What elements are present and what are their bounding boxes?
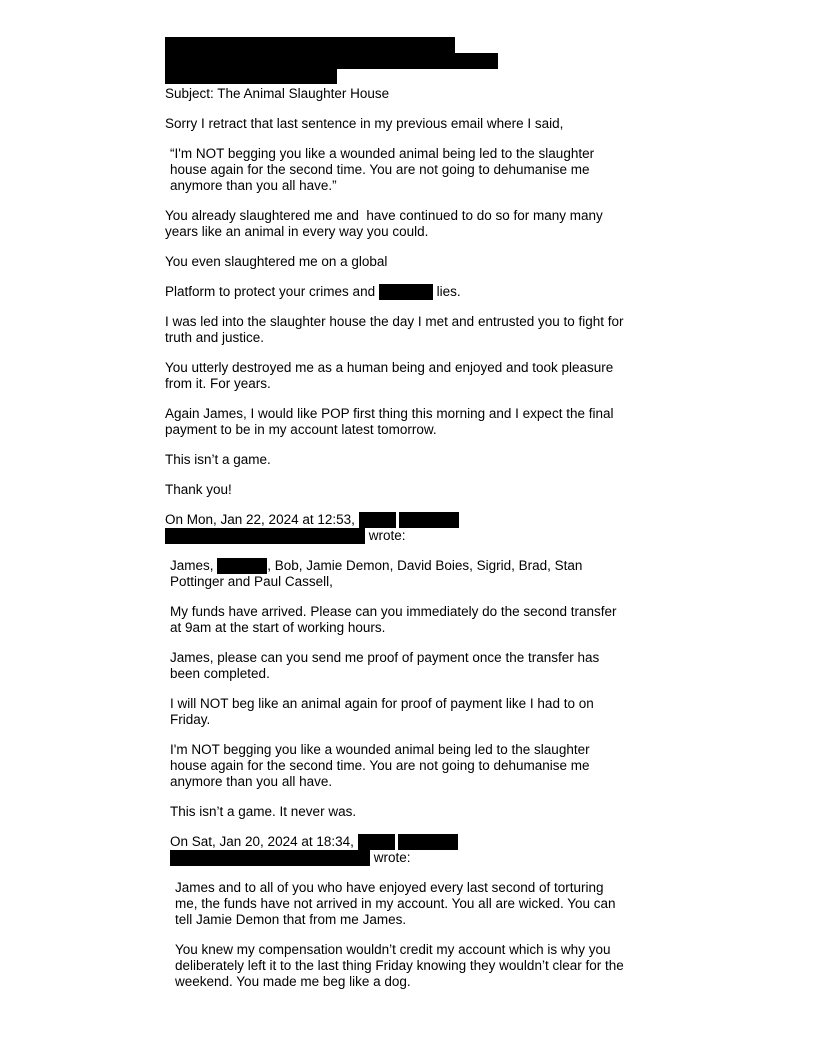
quoted1-p1-line-2: at 9am at the start of working hours. [170, 620, 386, 635]
redacted-sender2-first [358, 834, 395, 850]
body-paragraph-7-line-2: payment to be in my account latest tomorrow. [165, 422, 437, 437]
redacted-addressee [217, 558, 267, 574]
quoted1-header-line-2 [165, 528, 406, 544]
body-paragraph-2-line-2: years like an animal in every way you could. [165, 224, 429, 239]
p4-before: Platform to protect your crimes and [165, 284, 379, 299]
quoted2-header [170, 834, 458, 850]
redacted-sender-email [165, 528, 365, 544]
redacted-sender2-email [170, 850, 370, 866]
quoted1-p5: This isn’t a game. It never was. [170, 804, 357, 819]
addressee-rest: , Bob, Jamie Demon, David Boies, Sigrid, Brad, Stan [267, 558, 583, 573]
quoted1-p1-line-1: My funds have arrived. Please can you immediately do the second transfer [170, 604, 617, 619]
quoted1-p3-line-1: I will NOT beg like an animal again for proof of payment like I had to on [170, 696, 594, 711]
quoted1-header [165, 512, 459, 528]
quoted2-wrote: wrote: [370, 850, 411, 865]
quote-line-1: “I'm NOT begging you like a wounded animal being led to the slaughter [170, 146, 595, 161]
body-paragraph-3: You even slaughtered me on a global [165, 254, 388, 269]
quoted2-p1-line-1: James and to all of you who have enjoyed every last second of torturing [175, 880, 604, 895]
quoted1-p4-line-2: house again for the second time. You are not going to dehumanise me [170, 758, 590, 773]
redacted-sender-last [399, 512, 459, 528]
quoted1-p2-line-1: James, please can you send me proof of payment once the transfer has [170, 650, 600, 665]
p4-after: lies. [432, 284, 461, 299]
quote-line-2: house again for the second time. You are not going to dehumanise me [170, 162, 590, 177]
quoted1-addressee-line-2: Pottinger and Paul Cassell, [170, 574, 333, 589]
body-paragraph-9: Thank you! [165, 482, 232, 497]
body-paragraph-8: This isn’t a game. [165, 452, 271, 467]
body-paragraph-4 [165, 284, 461, 300]
quote-line-3: anymore than you all have.” [170, 178, 337, 193]
redacted-sender2-last [398, 834, 458, 850]
body-paragraph-1: Sorry I retract that last sentence in my previous email where I said, [165, 116, 564, 131]
quoted2-header-text: On Sat, Jan 20, 2024 at 18:34, [170, 834, 358, 849]
quoted1-wrote: wrote: [365, 528, 406, 543]
quoted2-p1-line-3: tell Jamie Demon that from me James. [175, 912, 407, 927]
quoted1-header-text: On Mon, Jan 22, 2024 at 12:53, [165, 512, 359, 527]
addressee-start: James, [170, 558, 218, 573]
body-paragraph-2-line-1: You already slaughtered me and have continued to do so for many many [165, 208, 603, 223]
body-paragraph-5-line-1: I was led into the slaughter house the day I met and entrusted you to fight for [165, 314, 624, 329]
quoted1-p4-line-1: I'm NOT begging you like a wounded animal being led to the slaughter [170, 742, 590, 757]
quoted2-header-line-2 [170, 850, 411, 866]
redacted-header-line-2 [165, 53, 498, 69]
body-paragraph-6-line-2: from it. For years. [165, 376, 271, 391]
quoted1-p3-line-2: Friday. [170, 712, 211, 727]
body-paragraph-5-line-2: truth and justice. [165, 330, 265, 345]
redacted-sender-first [359, 512, 396, 528]
quoted2-p1-line-2: me, the funds have not arrived in my account. You all are wicked. You can [175, 896, 616, 911]
email-subject: Subject: The Animal Slaughter House [165, 86, 390, 101]
quoted1-p4-line-3: anymore than you all have. [170, 774, 333, 789]
redacted-header-line-3 [165, 69, 337, 84]
redacted-name [379, 284, 433, 300]
body-paragraph-6-line-1: You utterly destroyed me as a human being and enjoyed and took pleasure [165, 360, 614, 375]
body-paragraph-7-line-1: Again James, I would like POP first thing this morning and I expect the final [165, 406, 614, 421]
quoted1-p2-line-2: been completed. [170, 666, 270, 681]
quoted2-p2-line-3: weekend. You made me beg like a dog. [175, 974, 411, 989]
redacted-header-line-1 [165, 37, 455, 53]
quoted2-p2-line-1: You knew my compensation wouldn’t credit my account which is why you [175, 942, 611, 957]
quoted1-addressee-line-1 [170, 558, 582, 574]
quoted2-p2-line-2: deliberately left it to the last thing Friday knowing they wouldn’t clear for the [175, 958, 624, 973]
